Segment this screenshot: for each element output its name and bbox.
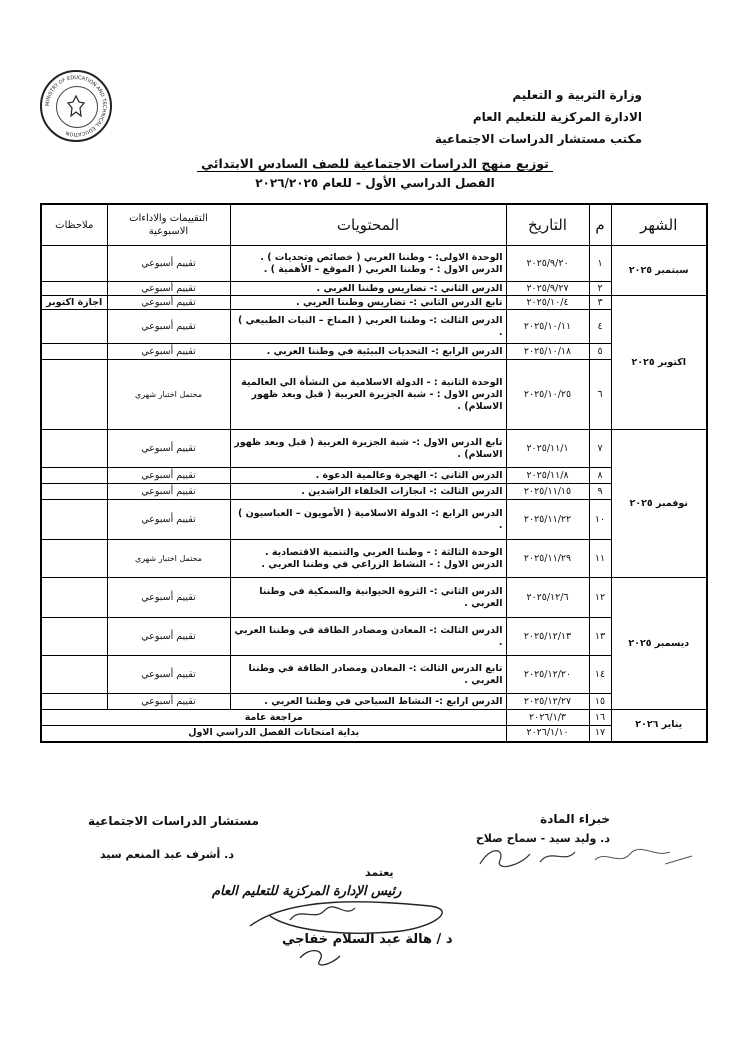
row-num: ١٤ [589, 656, 611, 694]
row-date: ٢٠٢٥/١٢/٦ [506, 578, 589, 618]
row-eval: تقييم أسبوعي [107, 656, 230, 694]
head-title: رئيس الإدارة المركزية للتعليم العام [212, 884, 402, 899]
row-content: الدرس الثاني :- الهجرة وعالمية الدعوة . [230, 468, 506, 484]
table-row [41, 726, 707, 742]
svg-text:MINISTRY OF EDUCATION AND TECH: MINISTRY OF EDUCATION AND TECHNICAL EDUCATION [44, 74, 108, 138]
row-note [41, 618, 107, 656]
month-cell: اكتوبر ٢٠٢٥ [611, 296, 707, 430]
row-num: ١١ [589, 540, 611, 578]
row-num: ٩ [589, 484, 611, 500]
row-date: ٢٠٢٥/١٠/٤ [506, 296, 589, 310]
table-row [41, 310, 707, 344]
advisor-title: مستشار الدراسات الاجتماعية [88, 814, 259, 828]
row-date: ٢٠٢٥/١٢/١٣ [506, 618, 589, 656]
table-row [41, 282, 707, 296]
row-date: ٢٠٢٦/١/١٠ [506, 726, 589, 742]
header-eval: التقييمات والاداءات الاسبوعية [107, 204, 230, 246]
row-content: الوحدة الثانية : - الدولة الاسلامية من النشأة الي العالمية الدرس الاول : - شبة الجزيرة العربية ( قبل وبعد ظهور الاسلام) . [230, 360, 506, 430]
row-eval: تقييم أسبوعي [107, 282, 230, 296]
row-num: ٧ [589, 430, 611, 468]
row-note [41, 360, 107, 430]
row-note [41, 246, 107, 282]
approve-label: يعتمد [365, 866, 394, 879]
row-content: الدرس الثالث :- انجازات الخلفاء الراشدين . [230, 484, 506, 500]
header-date: التاريخ [506, 204, 589, 246]
row-eval: محتمل اختبار شهري [107, 360, 230, 430]
head-name: د / هالة عبد السلام خفاجي [282, 932, 453, 947]
row-num: ١٧ [589, 726, 611, 742]
header-ministry: وزارة التربية و التعليم [512, 88, 642, 102]
row-content: الدرس الرابع :- التحديات البيئية في وطننا العربي . [230, 344, 506, 360]
row-num: ١٢ [589, 578, 611, 618]
row-num: ٣ [589, 296, 611, 310]
row-eval: تقييم أسبوعي [107, 246, 230, 282]
row-note [41, 310, 107, 344]
ministry-seal [40, 70, 112, 142]
row-note [41, 484, 107, 500]
table-row [41, 618, 707, 656]
row-note [41, 468, 107, 484]
row-date: ٢٠٢٥/١١/١٥ [506, 484, 589, 500]
row-num: ٤ [589, 310, 611, 344]
row-note [41, 282, 107, 296]
row-content: الوحدة الثالثة : - وطننا العربي والتنمية الاقتصادية . الدرس الاول : - النشاط الزراعي في وطننا العربي . [230, 540, 506, 578]
row-eval: محتمل اختبار شهري [107, 540, 230, 578]
row-date: ٢٠٢٦/١/٣ [506, 710, 589, 726]
row-content: الدرس الثالث :- المعادن ومصادر الطاقة في وطننا العربي . [230, 618, 506, 656]
row-content: الوحدة الاولى: - وطننا العربي ( خصائص وتحديات ) . الدرس الاول : - وطننا العربي ( الموقع – الأهمية ) . [230, 246, 506, 282]
row-content: الدرس الثاني :- تضاريس وطننا العربي . [230, 282, 506, 296]
row-content-merged: بداية امتحانات الفصل الدراسي الاول [41, 726, 506, 742]
row-num: ١٥ [589, 694, 611, 710]
row-content: الدرس ارابع :- النشاط السياحي في وطننا العربي . [230, 694, 506, 710]
table-row [41, 468, 707, 484]
experts-names: د. وليد سيد - سماح صلاح [475, 832, 610, 845]
table-row [41, 246, 707, 282]
row-content: تابع الدرس الثاني :- تضاريس وطننا العربي . [230, 296, 506, 310]
header-office: مكتب مستشار الدراسات الاجتماعية [434, 132, 642, 146]
header-num: م [589, 204, 611, 246]
row-eval: تقييم أسبوعي [107, 484, 230, 500]
table-row [41, 500, 707, 540]
row-date: ٢٠٢٥/٩/٢٠ [506, 246, 589, 282]
row-num: ٥ [589, 344, 611, 360]
month-cell: يناير ٢٠٢٦ [611, 710, 707, 742]
row-num: ٨ [589, 468, 611, 484]
row-content-merged: مراجعة عامة [41, 710, 506, 726]
header-notes: ملاحظات [41, 204, 107, 246]
table-row [41, 694, 707, 710]
curriculum-schedule-table [40, 203, 708, 743]
row-num: ١٠ [589, 500, 611, 540]
row-date: ٢٠٢٥/٩/٢٧ [506, 282, 589, 296]
row-eval: تقييم أسبوعي [107, 500, 230, 540]
month-cell: نوفمبر ٢٠٢٥ [611, 430, 707, 578]
row-date: ٢٠٢٥/١١/٢٩ [506, 540, 589, 578]
row-date: ٢٠٢٥/١٢/٢٠ [506, 656, 589, 694]
table-row [41, 344, 707, 360]
row-note [41, 344, 107, 360]
head-signature-scribble [230, 886, 470, 976]
row-note: اجازة اكتوبر [41, 296, 107, 310]
row-date: ٢٠٢٥/١١/٢٢ [506, 500, 589, 540]
row-eval: تقييم أسبوعي [107, 578, 230, 618]
experts-signature-scribble [470, 836, 700, 876]
row-content: الدرس الثالث :- وطننا العربي ( المناخ – النبات الطبيعي ) . [230, 310, 506, 344]
row-content: الدرس الرابع :- الدولة الاسلامية ( الأمويون – العباسيون ) . [230, 500, 506, 540]
row-eval: تقييم أسبوعي [107, 344, 230, 360]
row-date: ٢٠٢٥/١٢/٢٧ [506, 694, 589, 710]
row-date: ٢٠٢٥/١٠/٢٥ [506, 360, 589, 430]
row-note [41, 656, 107, 694]
row-num: ١ [589, 246, 611, 282]
row-content: تابع الدرس الاول :- شبة الجزيرة العربية ( قبل وبعد ظهور الاسلام) . [230, 430, 506, 468]
table-row [41, 360, 707, 430]
row-eval: تقييم أسبوعي [107, 296, 230, 310]
row-note [41, 694, 107, 710]
row-eval: تقييم أسبوعي [107, 468, 230, 484]
ministry-header [435, 84, 642, 150]
row-date: ٢٠٢٥/١١/٨ [506, 468, 589, 484]
advisor-name: د. أشرف عبد المنعم سيد [100, 848, 234, 861]
table-row [41, 540, 707, 578]
row-content: تابع الدرس الثالث :- المعادن ومصادر الطاقة في وطننا العربي . [230, 656, 506, 694]
row-note [41, 540, 107, 578]
seal-text-ring [42, 72, 110, 140]
row-eval: تقييم أسبوعي [107, 694, 230, 710]
document-subtitle: الفصل الدراسي الأول - للعام ٢٠٢٦/٢٠٢٥ [255, 176, 495, 190]
table-row [41, 578, 707, 618]
document-title: توزيع منهج الدراسات الاجتماعية للصف السادس الابتدائي [0, 156, 750, 171]
experts-title: خبراء المادة [540, 812, 610, 826]
table-row [41, 484, 707, 500]
row-content: الدرس الثاني :- الثروة الحيوانية والسمكية في وطننا العربي . [230, 578, 506, 618]
row-note [41, 578, 107, 618]
row-num: ٦ [589, 360, 611, 430]
row-eval: تقييم أسبوعي [107, 618, 230, 656]
row-num: ٢ [589, 282, 611, 296]
row-note [41, 500, 107, 540]
table-row [41, 656, 707, 694]
table-row [41, 296, 707, 310]
header-administration: الادارة المركزية للتعليم العام [472, 110, 642, 124]
row-date: ٢٠٢٥/١٠/١٨ [506, 344, 589, 360]
month-cell: ديسمبر ٢٠٢٥ [611, 578, 707, 710]
table-row [41, 710, 707, 726]
row-num: ١٣ [589, 618, 611, 656]
row-date: ٢٠٢٥/١١/١ [506, 430, 589, 468]
row-note [41, 430, 107, 468]
header-content: المحتويات [230, 204, 506, 246]
row-eval: تقييم أسبوعي [107, 430, 230, 468]
table-header-row [41, 204, 707, 246]
row-date: ٢٠٢٥/١٠/١١ [506, 310, 589, 344]
row-eval: تقييم أسبوعي [107, 310, 230, 344]
table-row [41, 430, 707, 468]
month-cell: سبتمبر ٢٠٢٥ [611, 246, 707, 296]
row-num: ١٦ [589, 710, 611, 726]
header-month: الشهر [611, 204, 707, 246]
